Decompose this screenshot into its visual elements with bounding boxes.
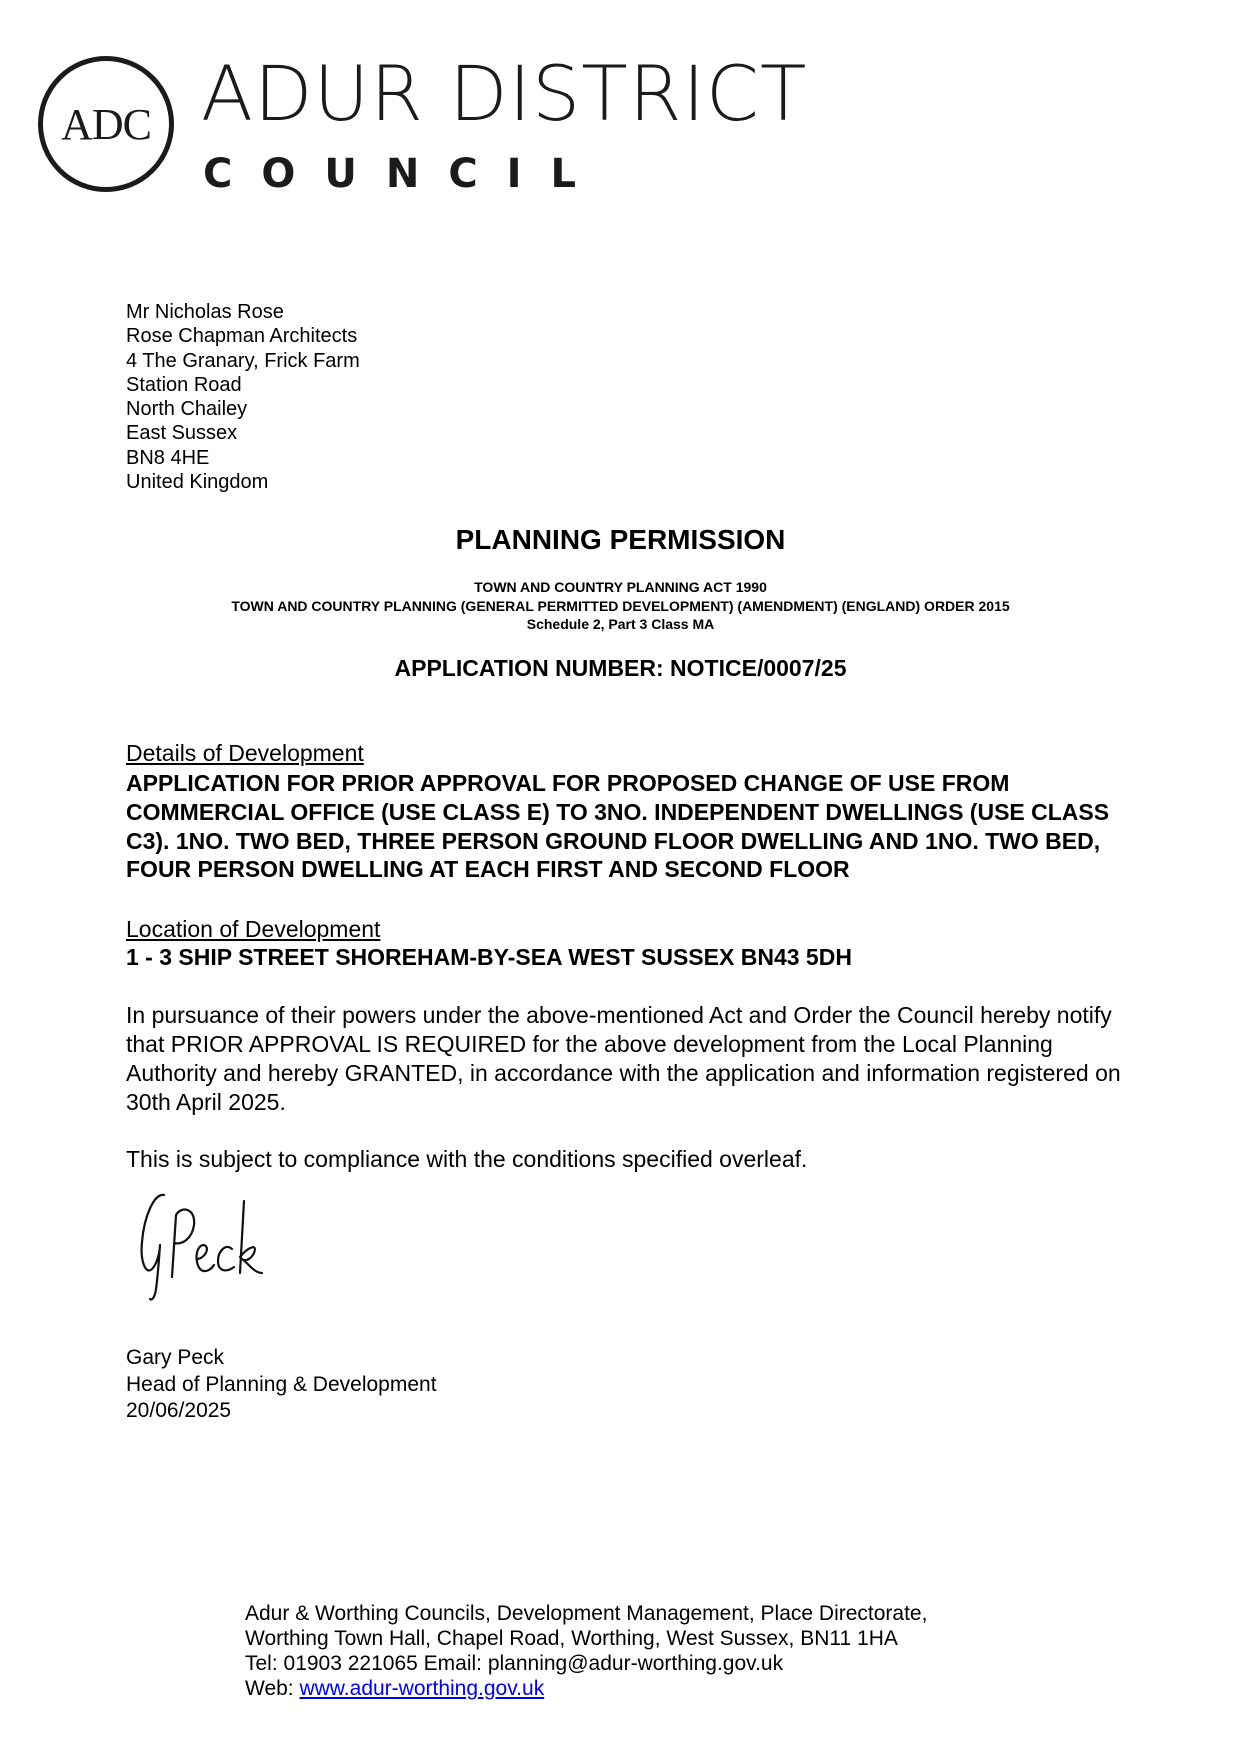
web-label: Web: xyxy=(245,1677,300,1700)
footer-web-line xyxy=(245,1676,927,1701)
logo-abbreviation: ADC xyxy=(61,99,151,149)
document-title: PLANNING PERMISSION xyxy=(455,524,786,555)
application-number: APPLICATION NUMBER: NOTICE/0007/25 xyxy=(394,655,847,681)
handwritten-signature xyxy=(136,1187,286,1307)
logo-emblem xyxy=(38,56,174,192)
signatory-name: Gary Peck xyxy=(126,1346,225,1369)
signatory-block xyxy=(126,1345,437,1425)
address-line: 4 The Granary, Frick Farm xyxy=(126,349,360,372)
address-line: North Chailey xyxy=(126,398,248,421)
recipient-address xyxy=(126,300,360,494)
address-line: United Kingdom xyxy=(126,471,269,494)
footer-contact xyxy=(245,1601,927,1701)
logo-council-word: COUNCIL xyxy=(203,151,606,197)
footer-line: Adur & Worthing Councils, Development Management, Place Directorate, xyxy=(245,1602,928,1625)
order-line: TOWN AND COUNTRY PLANNING (GENERAL PERMITTED DEVELOPMENT) (AMENDMENT) (ENGLAND) ORDER 2015 xyxy=(231,597,1010,614)
website-link[interactable]: www.adur-worthing.gov.uk xyxy=(299,1677,545,1700)
footer-line: Worthing Town Hall, Chapel Road, Worthing, West Sussex, BN11 1HA xyxy=(245,1627,898,1650)
decision-paragraph: In pursuance of their powers under the above-mentioned Act and Order the Council hereby notify that PRIOR APPROVAL IS REQUIRED for the above development from the Local Planning Authority and hereby GRANTED, in accordance with the application and information registered on 30th April 2025. xyxy=(126,1002,1121,1115)
address-line: Mr Nicholas Rose xyxy=(126,301,284,323)
schedule-line: Schedule 2, Part 3 Class MA xyxy=(526,616,715,632)
location-label: Location of Development xyxy=(126,916,381,942)
act-line: TOWN AND COUNTRY PLANNING ACT 1990 xyxy=(474,579,767,595)
legislation-block xyxy=(0,578,1241,634)
logo-council-name: ADUR DISTRICT xyxy=(201,49,808,138)
footer-line: Tel: 01903 221065 Email: planning@adur-worthing.gov.uk xyxy=(245,1652,784,1675)
signatory-title: Head of Planning & Development xyxy=(126,1372,437,1396)
location-address: 1 - 3 SHIP STREET SHOREHAM-BY-SEA WEST SUSSEX BN43 5DH xyxy=(126,944,852,970)
development-description: APPLICATION FOR PRIOR APPROVAL FOR PROPOSED CHANGE OF USE FROM COMMERCIAL OFFICE (USE CLASS E) TO 3NO. INDEPENDENT DWELLINGS (USE CLASS C3). 1NO. TWO BED, THREE PERSON GROUND FLOOR DWELLING AND 1NO. TWO BED, FOUR PERSON DWELLING AT EACH FIRST AND SECOND FLOOR xyxy=(126,770,1110,883)
address-line: Rose Chapman Architects xyxy=(126,325,358,348)
signature-date: 20/06/2025 xyxy=(126,1399,232,1422)
address-line: East Sussex xyxy=(126,422,238,445)
conditions-paragraph: This is subject to compliance with the conditions specified overleaf. xyxy=(126,1146,808,1172)
council-logo xyxy=(38,49,808,201)
address-line: Station Road xyxy=(126,373,242,396)
development-label: Details of Development xyxy=(126,740,364,766)
address-line: BN8 4HE xyxy=(126,446,210,469)
